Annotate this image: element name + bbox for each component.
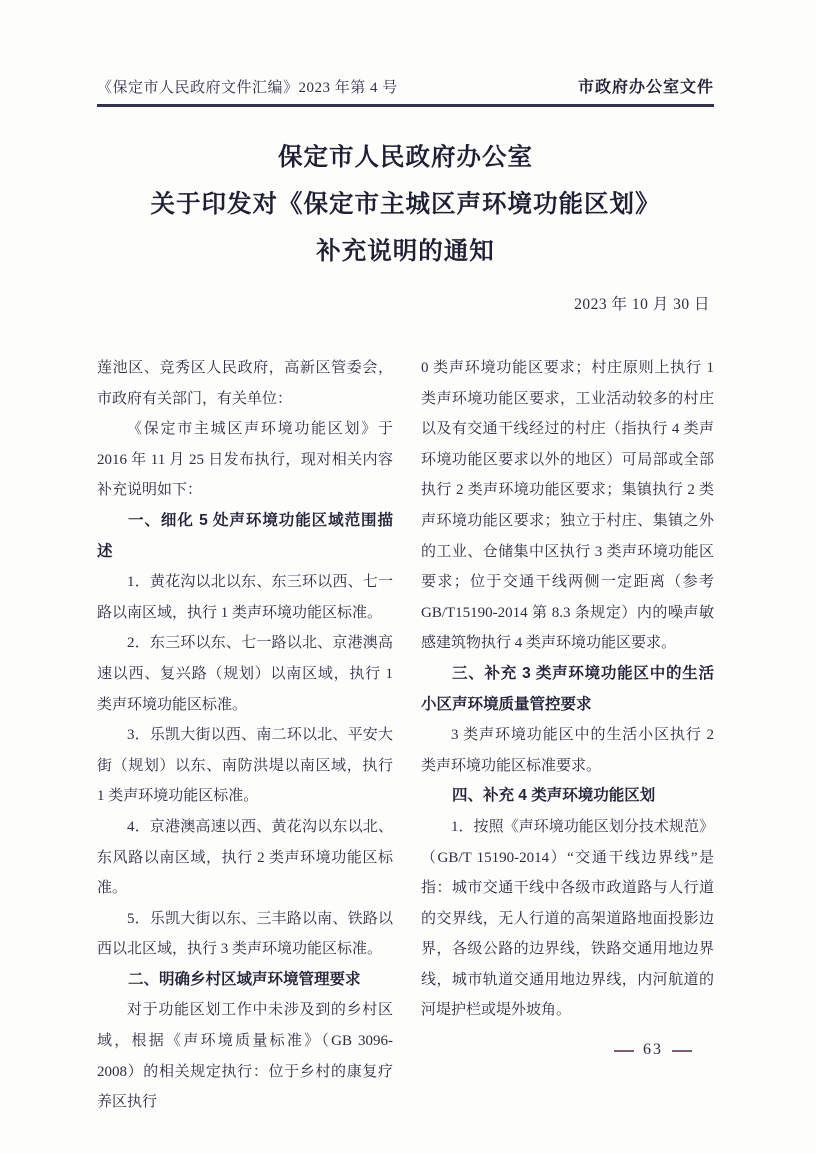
body-paragraph: 对于功能区划工作中未涉及到的乡村区域，根据《声环境质量标准》（GB 3096-2008）的相关规定执行：位于乡村的康复疗养区执行 bbox=[97, 1002, 393, 1111]
body-paragraph: 4．京港澳高速以西、黄花沟以东以北、东风路以南区域，执行 2 类声环境功能区标准。 bbox=[97, 818, 393, 897]
title-line-3: 补充说明的通知 bbox=[316, 238, 495, 265]
document-category-label: 市政府办公室文件 bbox=[577, 79, 714, 96]
document-title bbox=[97, 134, 714, 275]
body-paragraph: 1．黄花沟以北以东、东三环以西、七一路以南区域，执行 1 类声环境功能区标准。 bbox=[97, 574, 393, 621]
running-head bbox=[97, 74, 714, 107]
body-columns bbox=[97, 353, 714, 1118]
body-paragraph: 莲池区、竞秀区人民政府，高新区管委会，市政府有关部门，有关单位： bbox=[97, 360, 393, 407]
left-column bbox=[97, 353, 393, 1118]
section-heading: 四、补充 4 类声环境功能区划 bbox=[452, 787, 656, 805]
section-heading: 三、补充 3 类声环境功能区中的生活小区声环境质量管控要求 bbox=[421, 664, 714, 713]
body-paragraph: 1．按照《声环境功能区划分技术规范》（GB/T 15190-2014）“交通干线边界线”是指：城市交通干线中各级市政道路与人行道的交界线，无人行道的高架道路地面投影边界，各级公路的边界线，铁路交通用地边界线，城市轨道交通用地边界线，内河航道的河堤护栏或堤外坡角。 bbox=[421, 818, 714, 1019]
right-column bbox=[421, 353, 714, 1118]
gazette-volume-label: 《保定市人民政府文件汇编》2023 年第 4 号 bbox=[97, 80, 398, 96]
body-paragraph: 3 类声环境功能区中的生活小区执行 2 类声环境功能区标准要求。 bbox=[421, 727, 714, 774]
page-number-dash-right bbox=[672, 1050, 692, 1052]
page-number bbox=[593, 1041, 713, 1059]
section-heading: 一、细化 5 处声环境功能区域范围描述 bbox=[97, 511, 393, 560]
body-paragraph: 0 类声环境功能区要求；村庄原则上执行 1 类声环境功能区要求，工业活动较多的村庄以及有交通干线经过的村庄（指执行 4 类声环境功能区要求以外的地区）可局部或全部执行 2 类声环境功能区要求；集镇执行 2 类声环境功能区要求；独立于村庄、集镇之外的工业、仓储集中区执行 3 类声环境功能区要求；位于交通干线两侧一定距离（参考 GB/T15190-2014 第 8.3 条规定）内的噪声敏感建筑物执行 4 类声环境功能区要求。 bbox=[421, 360, 714, 652]
page-number-value: 63 bbox=[643, 1041, 663, 1058]
section-heading: 二、明确乡村区域声环境管理要求 bbox=[128, 970, 361, 988]
page-number-dash-left bbox=[614, 1050, 634, 1052]
body-paragraph: 3．乐凯大街以西、南二环以北、平安大街（规划）以东、南防洪堤以南区域，执行 1 类声环境功能区标准。 bbox=[97, 727, 393, 805]
title-line-1: 保定市人民政府办公室 bbox=[278, 144, 533, 171]
issue-date: 2023 年 10 月 30 日 bbox=[574, 296, 710, 313]
body-paragraph: 5．乐凯大街以东、三丰路以南、铁路以西以北区域，执行 3 类声环境功能区标准。 bbox=[97, 910, 393, 958]
body-paragraph: 2．东三环以东、七一路以北、京港澳高速以西、复兴路（规划）以南区域，执行 1 类声环境功能区标准。 bbox=[97, 635, 393, 713]
body-paragraph: 《保定市主城区声环境功能区划》于 2016 年 11 月 25 日发布执行，现对相关内容补充说明如下： bbox=[97, 421, 393, 499]
title-line-2: 关于印发对《保定市主城区声环境功能区划》 bbox=[150, 191, 661, 218]
